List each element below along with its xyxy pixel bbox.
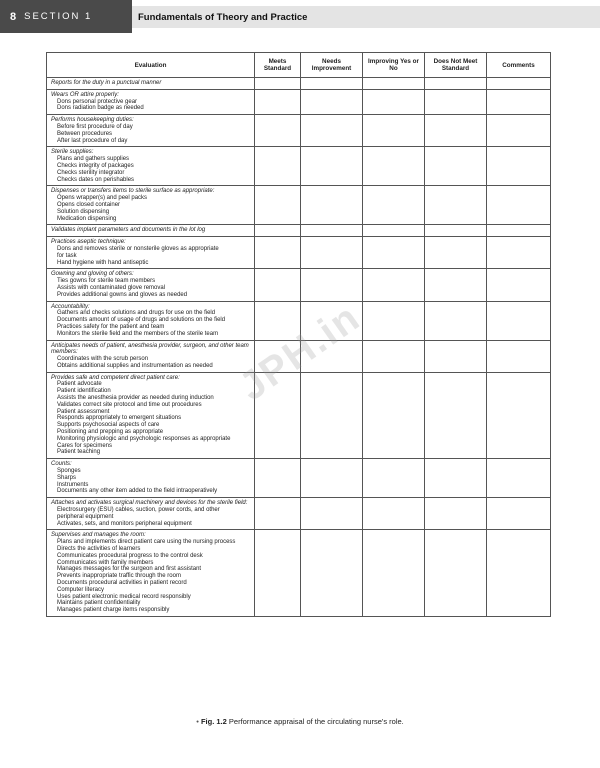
- rating-cell[interactable]: [363, 530, 425, 617]
- evaluation-item: Validates correct site protocol and time out procedures: [57, 401, 202, 408]
- rating-cell[interactable]: [425, 340, 487, 372]
- evaluation-cell: [47, 459, 255, 498]
- rating-cell[interactable]: [301, 115, 363, 147]
- evaluation-item: Monitoring physiologic and psychologic responses as appropriate: [57, 435, 231, 442]
- rating-cell[interactable]: [255, 89, 301, 114]
- evaluation-item: Plans and implements direct patient care using the nursing process: [57, 539, 236, 546]
- table-row: [47, 530, 551, 617]
- evaluation-item: Responds appropriately to emergent situations: [57, 415, 182, 422]
- rating-cell[interactable]: [301, 237, 363, 269]
- rating-cell[interactable]: [301, 186, 363, 225]
- rating-cell[interactable]: [363, 301, 425, 340]
- rating-cell[interactable]: [255, 225, 301, 237]
- column-header: Needs Improvement: [301, 53, 363, 78]
- evaluation-item: for task: [57, 252, 77, 259]
- rating-cell[interactable]: [425, 459, 487, 498]
- rating-cell[interactable]: [301, 498, 363, 530]
- evaluation-item: Patient assessment: [57, 408, 110, 415]
- evaluation-item: Checks dates on perishables: [57, 176, 135, 183]
- rating-cell[interactable]: [425, 78, 487, 90]
- table-row: [47, 89, 551, 114]
- rating-cell[interactable]: [425, 186, 487, 225]
- evaluation-cell: [47, 89, 255, 114]
- evaluation-item: Supports psychosocial aspects of care: [57, 422, 160, 429]
- evaluation-item: Dons radiation badge as needed: [57, 105, 144, 112]
- evaluation-category: Sterile supplies:: [51, 149, 94, 156]
- rating-cell[interactable]: [301, 530, 363, 617]
- evaluation-cell: [47, 372, 255, 459]
- evaluation-item: Instruments: [57, 481, 89, 488]
- page-header: [0, 0, 600, 33]
- table-row: [47, 459, 551, 498]
- rating-cell[interactable]: [487, 237, 551, 269]
- evaluation-category: Provides safe and competent direct patient care:: [51, 374, 180, 381]
- evaluation-item: Manages patient charge items responsibly: [57, 607, 170, 614]
- page-number: 8: [10, 10, 17, 23]
- evaluation-item: Communicates with family members: [57, 559, 154, 566]
- table-row: [47, 498, 551, 530]
- rating-cell[interactable]: [425, 498, 487, 530]
- rating-cell[interactable]: [363, 115, 425, 147]
- evaluation-item: Documents amount of usage of drugs and solutions on the field: [57, 317, 226, 324]
- evaluation-item: peripheral equipment: [57, 513, 114, 520]
- rating-cell[interactable]: [255, 237, 301, 269]
- watermark: JPH.in: [231, 294, 369, 410]
- evaluation-item: Activates, sets, and monitors peripheral equipment: [57, 520, 192, 527]
- evaluation-cell: [47, 237, 255, 269]
- evaluation-item: Computer literacy: [57, 586, 105, 593]
- caption-bullet: •: [196, 717, 199, 726]
- evaluation-category: Accountability:: [51, 303, 90, 310]
- evaluation-cell: [47, 530, 255, 617]
- evaluation-item: Cares for specimens: [57, 442, 113, 449]
- rating-cell[interactable]: [487, 301, 551, 340]
- rating-cell[interactable]: [255, 269, 301, 301]
- evaluation-cell: [47, 301, 255, 340]
- rating-cell[interactable]: [301, 147, 363, 186]
- section-block: [0, 0, 132, 33]
- evaluation-item: Medication dispensing: [57, 215, 117, 222]
- rating-cell[interactable]: [363, 78, 425, 90]
- evaluation-item: Assists the anesthesia provider as needed during induction: [57, 395, 214, 402]
- table-row: [47, 225, 551, 237]
- evaluation-item: Assists with contaminated glove removal: [57, 284, 166, 291]
- evaluation-cell: [47, 225, 255, 237]
- evaluation-item: Dons and removes sterile or nonsterile gloves as appropriate: [57, 245, 219, 252]
- rating-cell[interactable]: [255, 147, 301, 186]
- table-row: [47, 186, 551, 225]
- caption-text: Performance appraisal of the circulating nurse's role.: [228, 717, 404, 726]
- table-row: [47, 269, 551, 301]
- rating-cell[interactable]: [487, 269, 551, 301]
- evaluation-item: Patient identification: [57, 388, 111, 395]
- rating-cell[interactable]: [255, 78, 301, 90]
- evaluation-item: After last procedure of day: [57, 137, 128, 144]
- evaluation-cell: [47, 186, 255, 225]
- rating-cell[interactable]: [425, 225, 487, 237]
- rating-cell[interactable]: [301, 225, 363, 237]
- evaluation-item: Monitors the sterile field and the members of the sterile team: [57, 330, 219, 337]
- rating-cell[interactable]: [425, 372, 487, 459]
- rating-cell[interactable]: [425, 530, 487, 617]
- rating-cell[interactable]: [363, 340, 425, 372]
- rating-cell[interactable]: [301, 78, 363, 90]
- rating-cell[interactable]: [487, 115, 551, 147]
- table-header-row: [47, 53, 551, 78]
- rating-cell[interactable]: [363, 186, 425, 225]
- figure-label: Fig. 1.2: [200, 717, 227, 726]
- evaluation-category: Performs housekeeping duties:: [51, 117, 134, 124]
- evaluation-category: Wears OR attire properly:: [51, 91, 119, 98]
- rating-cell[interactable]: [487, 225, 551, 237]
- column-header: Comments: [487, 53, 551, 78]
- rating-cell[interactable]: [255, 186, 301, 225]
- rating-cell[interactable]: [487, 147, 551, 186]
- rating-cell[interactable]: [487, 186, 551, 225]
- rating-cell[interactable]: [487, 89, 551, 114]
- evaluation-item: Opens closed container: [57, 201, 121, 208]
- rating-cell[interactable]: [301, 372, 363, 459]
- evaluation-item: Sponges: [57, 468, 81, 475]
- rating-cell[interactable]: [363, 498, 425, 530]
- evaluation-category: Anticipates needs of patient, anesthesia provider, surgeon, and other team members:: [51, 342, 249, 356]
- chapter-title: Fundamentals of Theory and Practice: [138, 11, 308, 23]
- rating-cell[interactable]: [301, 89, 363, 114]
- evaluation-item: Before first procedure of day: [57, 123, 133, 130]
- evaluation-item: Hand hygiene with hand antiseptic: [57, 259, 149, 266]
- evaluation-item: Gathers and checks solutions and drugs for use on the field: [57, 310, 216, 317]
- rating-cell[interactable]: [255, 530, 301, 617]
- rating-cell[interactable]: [487, 530, 551, 617]
- evaluation-item: Documents any other item added to the field intraoperatively: [57, 488, 218, 495]
- evaluation-cell: [47, 115, 255, 147]
- rating-cell[interactable]: [425, 269, 487, 301]
- figure-caption: [0, 717, 600, 726]
- rating-cell[interactable]: [363, 269, 425, 301]
- rating-cell[interactable]: [363, 372, 425, 459]
- table-row: [47, 372, 551, 459]
- evaluation-item: Dons personal protective gear: [57, 98, 138, 105]
- evaluation-item: Prevents inappropriate traffic through the room: [57, 573, 181, 580]
- evaluation-item: Electrosurgery (ESU) cables, suction, power cords, and other: [57, 507, 220, 514]
- column-header: Improving Yes or No: [363, 53, 425, 78]
- evaluation-category: Supervises and manages the room:: [51, 532, 146, 539]
- evaluation-item: Provides additional gowns and gloves as needed: [57, 291, 188, 298]
- evaluation-item: Opens wrapper(s) and peel packs: [57, 195, 148, 202]
- rating-cell[interactable]: [363, 89, 425, 114]
- evaluation-cell: [47, 78, 255, 90]
- rating-cell[interactable]: [487, 372, 551, 459]
- rating-cell[interactable]: [255, 459, 301, 498]
- evaluation-cell: [47, 498, 255, 530]
- evaluation-item: Coordinates with the scrub person: [57, 356, 149, 363]
- rating-cell[interactable]: [363, 459, 425, 498]
- evaluation-item: Sharps: [57, 474, 77, 481]
- column-header: Does Not Meet Standard: [425, 53, 487, 78]
- evaluation-item: Obtains additional supplies and instrumentation as needed: [57, 362, 213, 369]
- evaluation-category: Validates implant parameters and documents in the lot log: [51, 227, 206, 234]
- evaluation-item: Plans and gathers supplies: [57, 156, 130, 163]
- evaluation-item: Positioning and prepping as appropriate: [57, 429, 164, 436]
- evaluation-cell: [47, 269, 255, 301]
- evaluation-category: Dispenses or transfers items to sterile surface as appropriate:: [51, 188, 215, 195]
- evaluation-item: Checks integrity of packages: [57, 162, 134, 169]
- evaluation-item: Directs the activities of learners: [57, 546, 141, 553]
- table-row: [47, 115, 551, 147]
- rating-cell[interactable]: [255, 498, 301, 530]
- chapter-banner: [132, 6, 600, 28]
- evaluation-item: Between procedures: [57, 130, 113, 137]
- evaluation-category: Reports for the duty in a punctual manner: [51, 80, 162, 86]
- evaluation-category: Counts:: [51, 461, 72, 468]
- rating-cell[interactable]: [425, 89, 487, 114]
- rating-cell[interactable]: [487, 459, 551, 498]
- evaluation-item: Ties gowns for sterile team members: [57, 278, 156, 285]
- rating-cell[interactable]: [363, 237, 425, 269]
- evaluation-item: Checks sterility integrator: [57, 169, 125, 176]
- evaluation-item: Manages messages for the surgeon and first assistant: [57, 566, 202, 573]
- rating-cell[interactable]: [425, 237, 487, 269]
- evaluation-category: Gowning and gloving of others:: [51, 271, 134, 278]
- evaluation-item: Practices safety for the patient and team: [57, 323, 165, 330]
- rating-cell[interactable]: [487, 498, 551, 530]
- evaluation-item: Uses patient electronic medical record responsibly: [57, 593, 191, 600]
- rating-cell[interactable]: [363, 147, 425, 186]
- column-header: Evaluation: [47, 53, 255, 78]
- rating-cell[interactable]: [255, 115, 301, 147]
- column-header: Meets Standard: [255, 53, 301, 78]
- evaluation-category: Practices aseptic technique:: [51, 239, 126, 246]
- rating-cell[interactable]: [487, 78, 551, 90]
- rating-cell[interactable]: [487, 340, 551, 372]
- rating-cell[interactable]: [425, 147, 487, 186]
- rating-cell[interactable]: [425, 115, 487, 147]
- rating-cell[interactable]: [425, 301, 487, 340]
- evaluation-item: Documents procedural activities in patient record: [57, 580, 187, 586]
- rating-cell[interactable]: [301, 459, 363, 498]
- evaluation-cell: [47, 340, 255, 372]
- table-row: [47, 147, 551, 186]
- rating-cell[interactable]: [301, 269, 363, 301]
- evaluation-item: Patient teaching: [57, 449, 101, 456]
- evaluation-item: Maintains patient confidentiality: [57, 600, 141, 607]
- evaluation-item: Patient advocate: [57, 381, 102, 388]
- evaluation-cell: [47, 147, 255, 186]
- evaluation-item: Communicates procedural progress to the control desk: [57, 552, 203, 559]
- section-label: SECTION 1: [24, 11, 93, 22]
- table-row: [47, 78, 551, 90]
- rating-cell[interactable]: [363, 225, 425, 237]
- evaluation-category: Attaches and activates surgical machinery and devices for the sterile field:: [51, 500, 248, 507]
- table-row: [47, 237, 551, 269]
- evaluation-item: Solution dispensing: [57, 208, 110, 215]
